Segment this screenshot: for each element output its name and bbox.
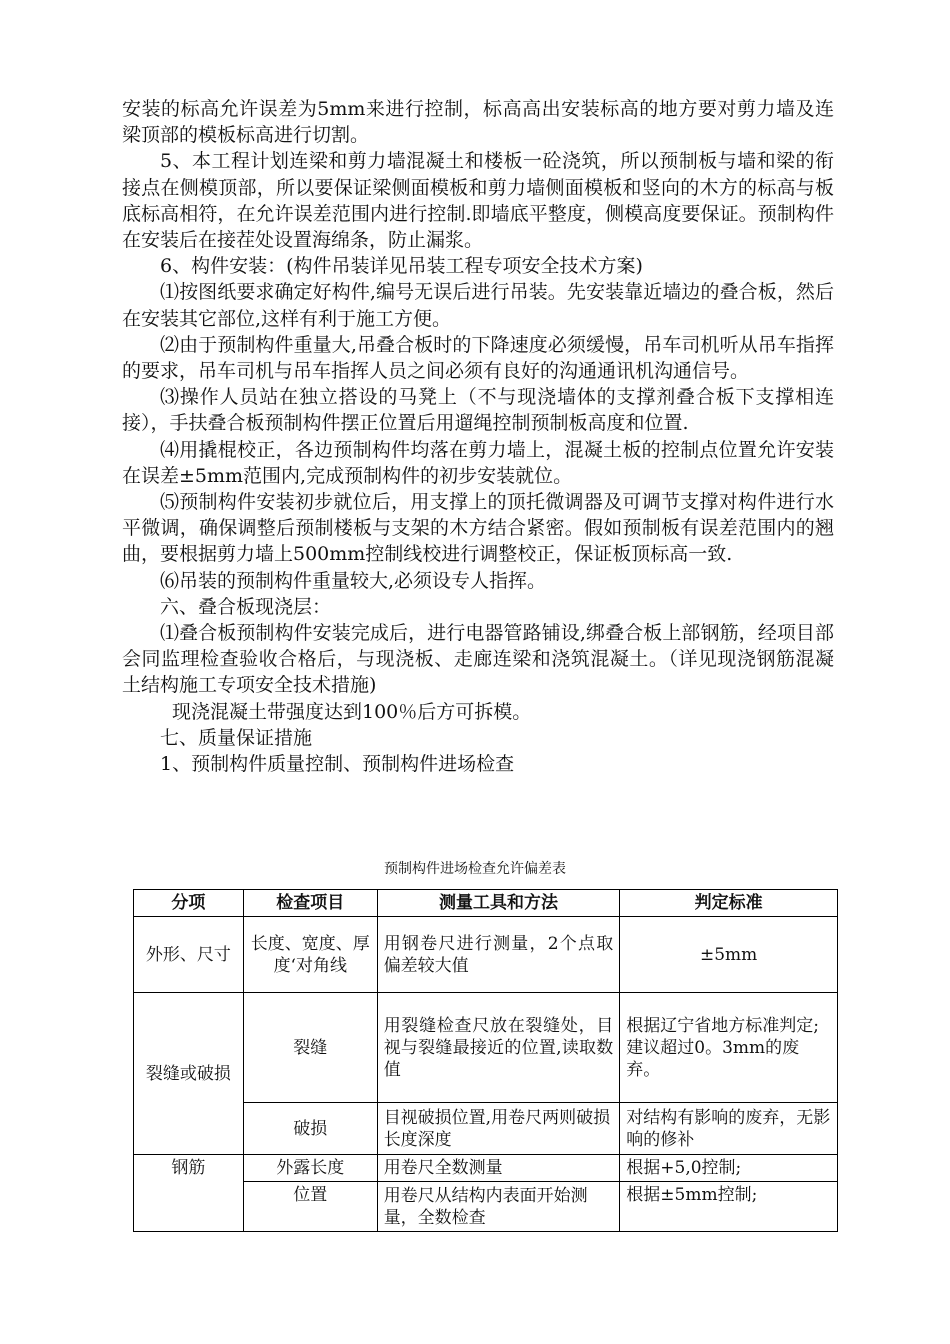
cell-method: 用卷尺从结构内表面开始测量，全数检查	[377, 1182, 620, 1232]
paragraph: 6、构件安装：(构件吊装详见吊装工程专项安全技术方案)	[160, 255, 643, 278]
cell-standard: ±5mm	[620, 917, 838, 993]
standard-line: 根据辽宁省地方标准判定;	[626, 1015, 820, 1036]
cell-category: 钢筋	[134, 1155, 244, 1232]
section-heading: 七、质量保证措施	[160, 726, 313, 749]
cell-standard: 根据+5,0控制;	[620, 1155, 838, 1182]
paragraph: ⑷用撬棍校正，各边预制构件均落在剪力墙上，混凝土板的控制点位置允许安装在误差±5mm范围内,完成预制构件的初步安装就位。	[122, 438, 834, 487]
cell-method: 目视破损位置,用卷尺两则破损长度深度	[377, 1103, 620, 1155]
paragraph: 现浇混凝土带强度达到100％后方可拆模。	[172, 700, 532, 723]
body-text	[122, 96, 834, 777]
paragraph: 5、本工程计划连梁和剪力墙混凝土和楼板一砼浇筑，所以预制板与墙和梁的衔接点在侧模顶部，所以要保证梁侧面模板和剪力墙侧面模板和竖向的木方的标高与板底标高相符，在允许误差范围内进行控制.即墙底平整度，侧模高度要保证。预制构件在安装后在接茬处设置海绵条，防止漏浆。	[122, 150, 834, 252]
paragraph: ⑸预制构件安装初步就位后，用支撑上的顶托微调器及可调节支撑对构件进行水平微调，确保调整后预制楼板与支架的木方结合紧密。假如预制板有误差范围内的翘曲，要根据剪力墙上500mm控制线校进行调整校正，保证板顶标高一致.	[122, 491, 834, 566]
table-row	[134, 1155, 838, 1182]
paragraph: ⑴叠合板预制构件安装完成后，进行电器管路铺设,绑叠合板上部钢筋，经项目部会同监理检查验收合格后，与现浇板、走廊连梁和浇筑混凝土。（详见现浇钢筋混凝土结构施工专项安全技术措施)	[122, 622, 834, 697]
cell-item: 位置	[243, 1182, 377, 1232]
cell-standard	[620, 993, 838, 1103]
standard-line: 建议超过0。3mm的废弃。	[626, 1037, 800, 1080]
paragraph: ⑵由于预制构件重量大,吊叠合板时的下降速度必须缓慢，吊车司机听从吊车指挥的要求，吊车司机与吊车指挥人员之间必须有良好的沟通通讯机沟通信号。	[122, 333, 834, 383]
section-heading: 六、叠合板现浇层：	[160, 595, 332, 618]
cell-item: 破损	[243, 1103, 377, 1155]
header-method: 测量工具和方法	[377, 890, 620, 917]
table-row	[134, 993, 838, 1103]
paragraph: 安装的标高允许误差为5mm来进行控制，标高高出安装标高的地方要对剪力墙及连梁顶部的模板标高进行切割。	[122, 98, 834, 147]
cell-standard: 根据±5mm控制;	[620, 1182, 838, 1232]
header-category: 分项	[134, 890, 244, 917]
header-standard: 判定标准	[620, 890, 838, 917]
subsection-heading: 1、预制构件质量控制、预制构件进场检查	[160, 753, 515, 776]
cell-category: 外形、尺寸	[134, 917, 244, 993]
table-header-row	[134, 890, 838, 917]
cell-method: 用裂缝检查尺放在裂缝处，目视与裂缝最接近的位置,读取数值	[377, 993, 620, 1103]
paragraph: ⑴按图纸要求确定好构件,编号无误后进行吊装。先安装靠近墙边的叠合板，然后在安装其它部位,这样有利于施工方便。	[122, 281, 834, 330]
cell-standard: 对结构有影响的废弃，无影响的修补	[620, 1103, 838, 1155]
cell-item: 长度、宽度、厚度‘对角线	[243, 917, 377, 993]
table-row	[134, 917, 838, 993]
header-item: 检查项目	[243, 890, 377, 917]
cell-category: 裂缝或破损	[134, 993, 244, 1155]
cell-item: 裂缝	[243, 993, 377, 1103]
inspection-tolerance-table	[133, 889, 838, 1232]
cell-item: 外露长度	[243, 1155, 377, 1182]
paragraph: ⑹吊装的预制构件重量较大,必须设专人指挥。	[160, 569, 547, 592]
cell-method: 用卷尺全数测量	[377, 1155, 620, 1182]
table-title: 预制构件进场检查允许偏差表	[384, 861, 566, 877]
paragraph: ⑶操作人员站在独立搭设的马凳上（不与现浇墙体的支撑剂叠合板下支撑相连接），手扶叠合板预制构件摆正位置后用遛绳控制预制板高度和位置.	[122, 386, 834, 435]
cell-method: 用钢卷尺进行测量，2个点取偏差较大值	[377, 917, 620, 993]
